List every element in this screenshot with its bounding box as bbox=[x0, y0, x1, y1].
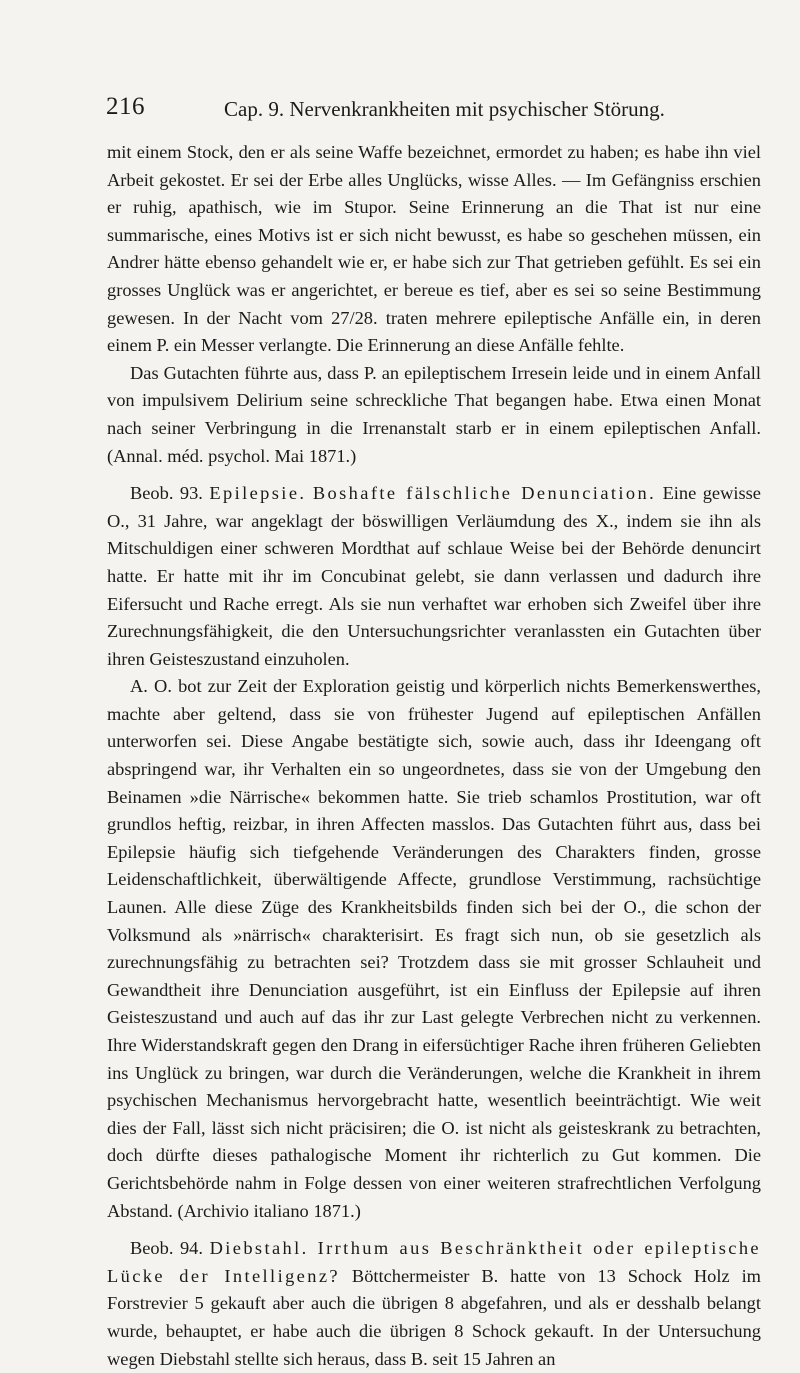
body-text bbox=[107, 139, 761, 1373]
paragraph-2: Das Gutachten führte aus, dass P. an epileptischem Irresein leide und in einem Anfall von impulsivem Delirium seine schreckliche That begangen habe. Etwa einen Monat nach seiner Verbringung in die Irrenanstalt starb er in einem epileptischen Anfall. (Annal. méd. psychol. Mai 1871.) bbox=[107, 362, 761, 466]
running-head: Cap. 9. Nervenkrankheiten mit psychischer Störung. bbox=[224, 97, 665, 121]
case-93-label: Beob. 93. bbox=[130, 483, 203, 504]
case-94-text: Böttchermeister B. hatte von 13 Schock Holz im Forstrevier 5 gekauft aber auch die übrigen 8 abgefahren, und als er desshalb belangt wurde, behauptet, er habe auch die übrigen 8 Schock gekauft. In der Untersuchung wegen Diebstahl stellte sich heraus, dass B. seit 15 Jahren an bbox=[107, 1265, 761, 1369]
case-93-text: Eine gewisse O., 31 Jahre, war angeklagt der böswilligen Verläumdung des X., indem sie ihn als Mitschuldigen einer schweren Mordthat auf schlaue Weise bei der Behörde denuncirt hatte. Er hatte mit ihr im Concubinat gelebt, sie dann verlassen und dadurch ihre Eifersucht und Rache erregt. Als sie nun verhaftet war erhoben sich Zweifel über ihre Zurechnungsfähigkeit, die den Untersuchungsrichter veranlassten ein Gutachten über ihren Geisteszustand einzuholen. bbox=[107, 483, 761, 669]
page-header bbox=[106, 93, 706, 127]
case-94-paragraph bbox=[107, 1235, 761, 1373]
paragraph-4: A. O. bot zur Zeit der Exploration geistig und körperlich nichts Bemerkenswerthes, machte aber geltend, dass sie von frühester Jugend auf epileptischen Anfällen unterworfen sei. Diese Angabe bestätigte sich, sowie auch, dass ihr Ideengang oft abspringend war, ihr Verhalten ein so ungeordnetes, dass sie von der Umgebung den Beinamen »die Närrische« bekommen hatte. Sie trieb schamlos Prostitution, war oft grundlos heftig, reizbar, in ihren Affecten masslos. Das Gutachten führt aus, dass bei Epilepsie häufig sich tiefgehende Veränderungen des Charakters finden, grosse Leidenschaftlichkeit, überwältigende Affecte, grundlose Verstimmung, rachsüchtige Launen. Alle diese Züge des Krankheitsbilds finden sich bei der O., die schon der Volksmund als »närrisch« charakterisirt. Es fragt sich nun, ob sie gesetzlich als zurechnungsfähig zu betrachten sei? Trotzdem dass sie mit grosser Schlauheit und Gewandtheit ihre Denunciation ausgeführt, ist ein Einfluss der Epilepsie auf ihren Geisteszustand und auch auf das ihr zur Last gelegte Verbrechen nicht zu verkennen. Ihre Widerstandskraft gegen den Drang in eifersüchtiger Rache ihren früheren Geliebten ins Unglück zu bringen, war durch die Veränderungen, welche die Krankheit in ihrem psychischen Mechanismus hervorgebracht hatte, wesentlich beeinträchtigt. Wie weit dies der Fall, lässt sich nicht präcisiren; die O. ist nicht als geisteskrank zu betrachten, doch dürfte dieses pathalogische Moment ihr richterlich zu Gut kommen. Die Gerichtsbehörde nahm in Folge dessen von einer weiteren strafrechtlichen Verfolgung Abstand. (Archivio italiano 1871.) bbox=[107, 676, 761, 1221]
case-94-label: Beob. 94. bbox=[130, 1238, 203, 1259]
page-number: 216 bbox=[106, 93, 145, 120]
case-94-title: Diebstahl. Irrthum aus Beschränktheit oder epileptische Lücke der Intelligenz? bbox=[107, 1238, 761, 1286]
case-93-diagnosis: Epilepsie. bbox=[209, 483, 307, 504]
paragraph-1: mit einem Stock, den er als seine Waffe bezeichnet, ermordet zu haben; es habe ihn viel Arbeit gekostet. Er sei der Erbe alles Unglücks, wisse Alles. — Im Gefängniss erschien er ruhig, apathisch, wie im Stupor. Seine Erinnerung an die That ist nur eine summarische, eines Motivs ist er sich nicht bewusst, es habe so geschehen müssen, ein Andrer hätte ebenso gehandelt wie er, er habe sich zur That getrieben gefühlt. Es sei ein grosses Unglück was er angerichtet, er bereue es tief, aber es sei so seine Bestimmung gewesen. In der Nacht vom 27/28. traten mehrere epileptische Anfälle ein, in deren einem P. ein Messer verlangte. Die Erinnerung an diese Anfälle fehlte. bbox=[107, 142, 761, 356]
case-93-paragraph bbox=[107, 480, 761, 673]
case-93-title: Boshafte fälschliche Denunciation. bbox=[312, 483, 657, 504]
